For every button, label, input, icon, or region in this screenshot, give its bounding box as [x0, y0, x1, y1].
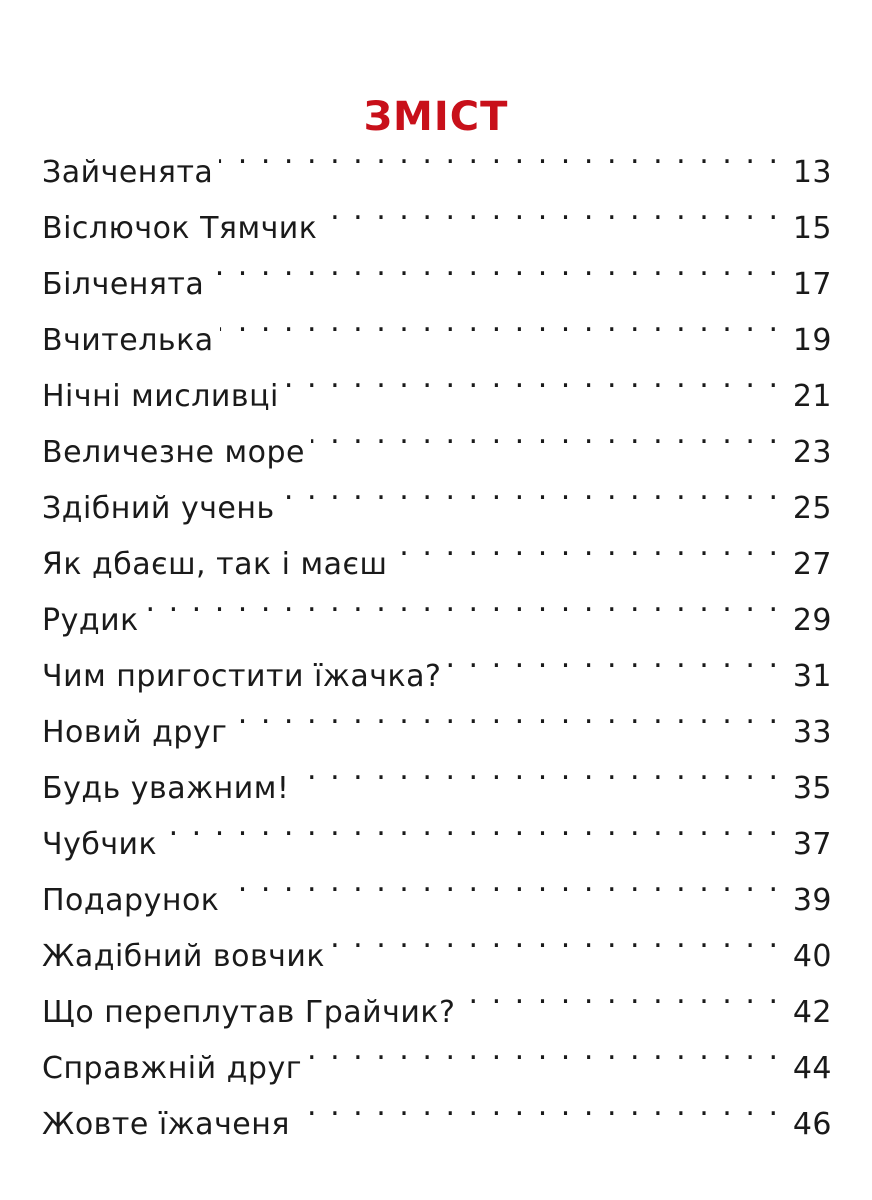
dot-leader — [225, 854, 780, 910]
toc-entry-page: 42 — [792, 995, 832, 1030]
dot-leader — [210, 238, 780, 294]
toc-entry-page: 27 — [792, 547, 832, 582]
dot-leader — [163, 798, 780, 854]
toc-entry-title: Як дбаєш, так і маєш — [42, 547, 388, 582]
dot-leader — [461, 966, 780, 1022]
toc-entry — [42, 854, 832, 918]
toc-entry-title: Жовте їжаченя — [42, 1107, 290, 1142]
dot-leader — [296, 1078, 780, 1134]
toc-entry-page: 44 — [792, 1051, 832, 1086]
toc-entry-title: Віслючок Тямчик — [42, 211, 318, 246]
toc-entry-page: 40 — [792, 939, 832, 974]
toc-entry — [42, 630, 832, 694]
toc-entry-page: 33 — [792, 715, 832, 750]
dot-leader — [308, 1022, 780, 1078]
toc-entry-page: 31 — [792, 659, 832, 694]
toc-entry-title: Рудик — [42, 603, 139, 638]
toc-entry-page: 39 — [792, 883, 832, 918]
toc-entry-page: 23 — [792, 435, 832, 470]
toc-entry-title: Вчителька — [42, 323, 214, 358]
toc-entry-title: Жадібний вовчик — [42, 939, 325, 974]
toc-entry-page: 13 — [792, 155, 832, 190]
toc-entry-title: Зайченята — [42, 155, 214, 190]
toc-entry-page: 25 — [792, 491, 832, 526]
dot-leader — [219, 126, 780, 182]
dot-leader — [145, 574, 780, 630]
toc-entry-title: Подарунок — [42, 883, 220, 918]
toc-entry-page: 15 — [792, 211, 832, 246]
toc-entry-title: Білченята — [42, 267, 205, 302]
dot-leader — [220, 294, 780, 350]
toc-entry-page: 21 — [792, 379, 832, 414]
toc-entry-page: 29 — [792, 603, 832, 638]
dot-leader — [285, 350, 780, 406]
toc-entry — [42, 574, 832, 638]
toc-entry-page: 46 — [792, 1107, 832, 1142]
toc-entry-title: Будь уважним! — [42, 771, 290, 806]
page-title: ЗМІСТ — [363, 93, 509, 140]
dot-leader — [233, 686, 780, 742]
dot-leader — [331, 910, 780, 966]
toc-entry-title: Справжній друг — [42, 1051, 302, 1086]
toc-entry-title: Величезне море — [42, 435, 305, 470]
toc-entry — [42, 126, 832, 190]
toc-entry-title: Новий друг — [42, 715, 228, 750]
table-of-contents — [42, 126, 832, 1142]
dot-leader — [323, 182, 780, 238]
toc-entry-title: Нічні мисливці — [42, 379, 279, 414]
toc-entry-title: Чубчик — [42, 827, 158, 862]
toc-entry-title: Здібний учень — [42, 491, 275, 526]
toc-entry-page: 19 — [792, 323, 832, 358]
toc-entry-title: Чим пригостити їжачка? — [42, 659, 442, 694]
toc-entry-page: 37 — [792, 827, 832, 862]
dot-leader — [295, 742, 780, 798]
dot-leader — [393, 518, 780, 574]
toc-entry-title: Що переплутав Грайчик? — [42, 995, 456, 1030]
toc-entry-page: 35 — [792, 771, 832, 806]
dot-leader — [281, 462, 780, 518]
toc-entry-page: 17 — [792, 267, 832, 302]
dot-leader — [311, 406, 780, 462]
dot-leader — [447, 630, 780, 686]
